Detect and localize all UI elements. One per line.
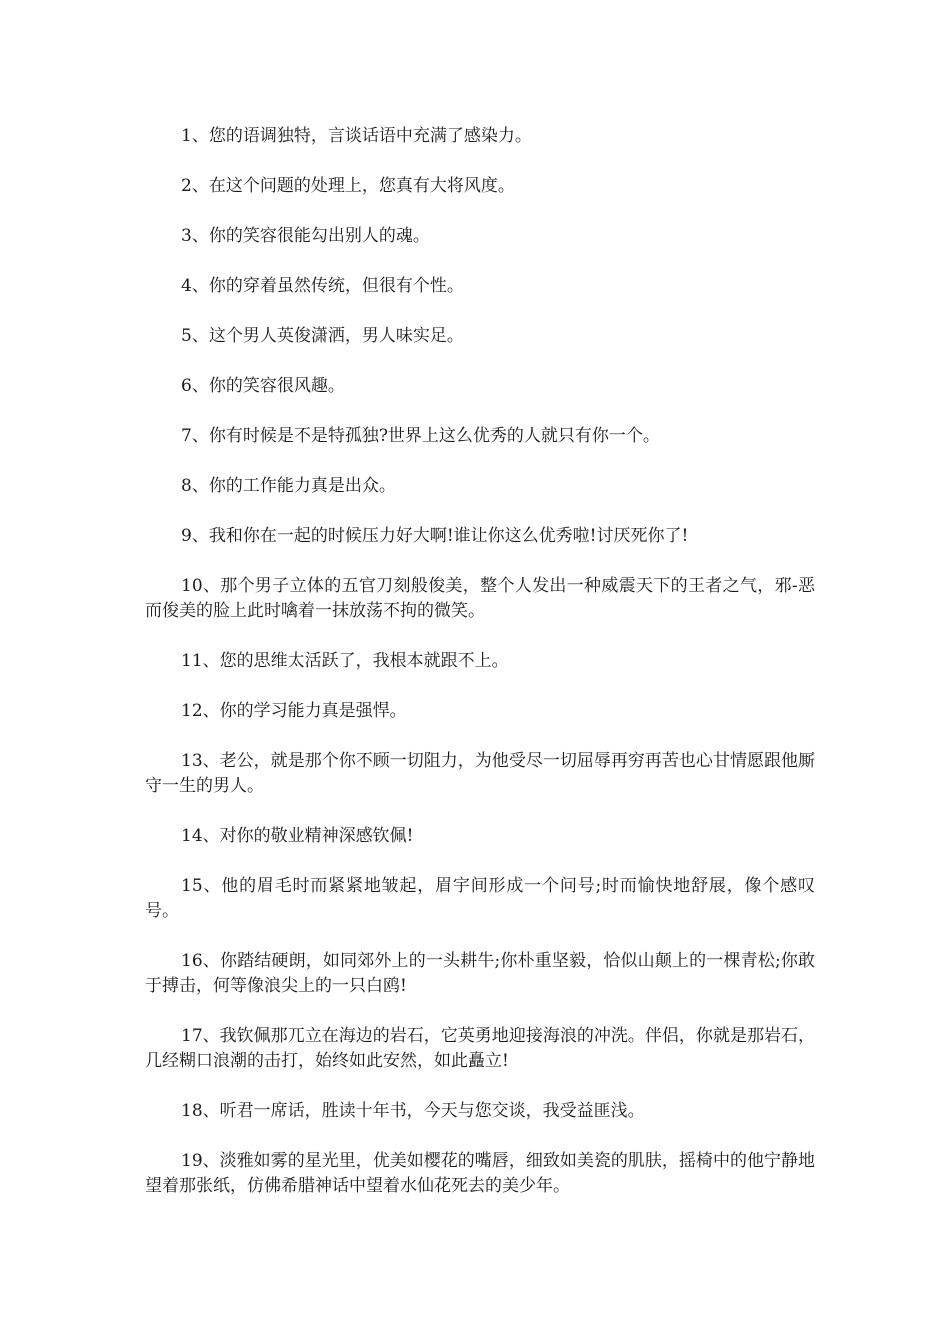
paragraph-1: 1、您的语调独特，言谈话语中充满了感染力。 [181, 126, 532, 146]
paragraph-16: 16、你踏结硬朗，如同郊外上的一头耕牛;你朴重坚毅，恰似山颠上的一棵青松;你敢于搏击，何等像浪尖上的一只白鸥! [145, 951, 815, 996]
paragraph-3: 3、你的笑容很能勾出别人的魂。 [181, 226, 430, 246]
paragraph-4: 4、你的穿着虽然传统，但很有个性。 [181, 276, 464, 296]
paragraph-15: 15、他的眉毛时而紧紧地皱起，眉宇间形成一个问号;时而愉快地舒展，像个感叹号。 [145, 876, 815, 921]
paragraph-6: 6、你的笑容很风趣。 [181, 376, 345, 396]
paragraph-19: 19、淡雅如雾的星光里，优美如樱花的嘴唇，细致如美瓷的肌肤，摇椅中的他宁静地望着那张纸，仿佛希腊神话中望着水仙花死去的美少年。 [145, 1151, 815, 1196]
paragraph-7: 7、你有时候是不是特孤独?世界上这么优秀的人就只有你一个。 [181, 426, 660, 446]
paragraph-18: 18、听君一席话，胜读十年书，今天与您交谈，我受益匪浅。 [181, 1101, 645, 1121]
paragraph-14: 14、对你的敬业精神深感钦佩! [181, 826, 414, 846]
paragraph-5: 5、这个男人英俊潇洒，男人味实足。 [181, 326, 464, 346]
document-body [145, 124, 815, 1224]
paragraph-8: 8、你的工作能力真是出众。 [181, 476, 396, 496]
paragraph-17: 17、我钦佩那兀立在海边的岩石，它英勇地迎接海浪的冲洗。伴侣，你就是那岩石，几经糊口浪潮的击打，始终如此安然，如此矗立! [145, 1026, 815, 1071]
paragraph-12: 12、你的学习能力真是强悍。 [181, 701, 407, 721]
paragraph-10: 10、那个男子立体的五官刀刻般俊美，整个人发出一种威震天下的王者之气，邪-恶而俊美的脸上此时噙着一抹放荡不拘的微笑。 [145, 576, 815, 621]
paragraph-13: 13、老公，就是那个你不顾一切阻力，为他受尽一切屈辱再穷再苦也心甘情愿跟他厮守一生的男人。 [145, 751, 815, 796]
paragraph-11: 11、您的思维太活跃了，我根本就跟不上。 [181, 651, 509, 671]
paragraph-9: 9、我和你在一起的时候压力好大啊!谁让你这么优秀啦!讨厌死你了! [181, 526, 689, 546]
paragraph-2: 2、在这个问题的处理上，您真有大将风度。 [181, 176, 515, 196]
